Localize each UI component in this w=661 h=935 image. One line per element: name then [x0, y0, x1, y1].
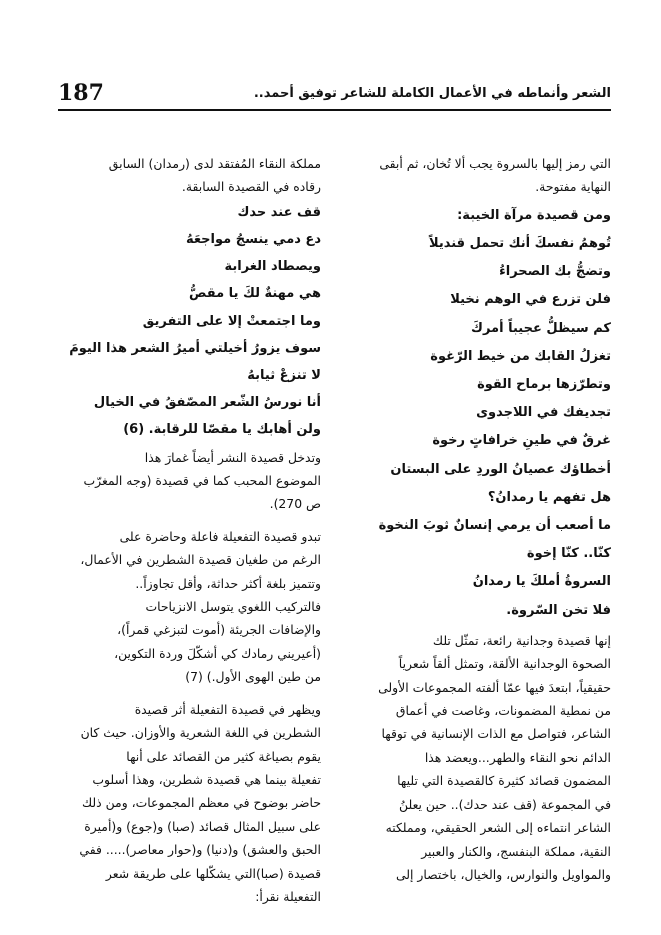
running-title: الشعر وأنماطه في الأعمال الكاملة للشاعر توفيق أحمد..	[253, 86, 611, 101]
verse-line: هي مهنةٌ لكَ يا مقصُّ	[189, 286, 321, 302]
text-line: فالتركيب اللغوي يتوسل الانزياحات	[145, 599, 321, 615]
page-number: 187	[58, 80, 104, 106]
text-line: الصحوة الوجدانية الألقة، وتمثل ألقاً شعرياً	[398, 656, 611, 672]
right-column	[348, 152, 611, 886]
verse-line: وما اجتمعتْ إلا على التفريق	[142, 313, 321, 329]
verse-line: كنّا.. كنّا إخوة	[526, 546, 611, 562]
paragraph-gap	[58, 516, 321, 525]
text-line: (أعيريني رمادك كي أشكّلَ وردة التكوين،	[114, 645, 321, 661]
verse-line: غرقٌ في طينِ خرافاتٍ رخوة	[432, 433, 611, 449]
verse-line: كم سيظلُّ عجيباً أمركَ	[471, 320, 611, 336]
left-paragraph-1	[58, 446, 321, 516]
verse-line: تجديفك في اللاجدوى	[476, 405, 611, 421]
text-line: المضمون قصائد كثيرة كالقصيدة التي تليها	[397, 773, 611, 789]
verse-line: هل تفهم يا رمدانُ؟	[487, 489, 611, 505]
verse-line: ويصطاد الغرابة	[224, 259, 321, 275]
text-line: في المجموعة (قف عند حدك).. حين يعلنُ	[399, 796, 611, 812]
text-line: الموضوع المحبب كما في قصيدة (وجه المغرّب	[83, 473, 321, 489]
verse-line: وتطرّزها برماح القوة	[477, 377, 611, 393]
text-line: رقاده في القصيدة السابقة.	[181, 179, 321, 195]
left-paragraph-3	[58, 698, 321, 909]
paragraph-gap	[58, 689, 321, 698]
left-paragraph-2	[58, 525, 321, 689]
text-line: تفعيلة بينما هي قصيدة شطرين، وهذا أسلوب	[92, 771, 321, 787]
verse-line: سوف يزورُ أخيلتي أميرُ الشعر هذا اليومَ	[69, 340, 321, 356]
text-line: الرغم من طغيان قصيدة الشطرين في الأعمال،	[80, 552, 321, 568]
left-column	[58, 152, 321, 908]
verse-line: فلا تخن السّروة.	[506, 602, 611, 618]
text-line: الشاعر انتماءه إلى الشعر الحقيقي، ومملكته	[385, 820, 611, 836]
poem-mirror-of-disappointment	[348, 202, 611, 625]
text-line: يقوم بصياغة كثير من القصائد على أنها	[126, 748, 321, 764]
text-line: الشاعر، فتواصل مع الذات الإنسانية في توقها	[381, 726, 611, 742]
text-line: والمواويل والنوارس، والخيال، باختصار إلى	[395, 866, 611, 882]
right-intro	[348, 152, 611, 199]
text-line: على سبيل المثال قصائد (صبا) و(جوع) و(أميرة	[84, 818, 321, 834]
text-line: الحبق والعشق) و(دنيا) و(حوار معاصر)..... ففي	[79, 842, 321, 858]
text-line: والإضافات الجريئة (أموت لتبزغي قمراً)،	[117, 622, 321, 638]
page-body	[58, 152, 611, 912]
verse-line: لا تنزعْ ثيابهُ	[247, 368, 321, 384]
text-line: التفعيلة نقرأ:	[255, 888, 321, 904]
text-line: الشطرين في اللغة الشعرية والأوزان. حيث كان	[80, 725, 321, 741]
text-line: التي رمز إليها بالسروة يجب ألا تُخان، ثم أبقى	[379, 156, 611, 171]
text-line: مملكة النقاء المُفتقد لدى (رمدان) السابق	[108, 156, 321, 171]
text-line: حقيقياً، ابتعدَ فيها عمّا ألفته المجموعات الأولى	[378, 679, 611, 695]
text-line: النهاية مفتوحة.	[535, 179, 611, 195]
verse-line: ما أصعب أن يرمي إنسانٌ ثوبَ النخوة	[378, 518, 611, 534]
text-line: النقية، مملكة البنفسج، والكنار والعبير	[421, 843, 611, 859]
text-line: ويظهر في قصيدة التفعيلة أثر قصيدة	[134, 701, 321, 717]
page-header	[58, 78, 611, 112]
text-line: ص 270).	[269, 496, 321, 512]
text-line: حاضر بوضوح في معظم المجموعات، ومن ذلك	[81, 795, 321, 811]
text-line: من نمطية المضمونات، وغاصت في أعماق	[395, 703, 611, 719]
verse-line: أنا نورسُ الشّعر المصّفقُ في الخيال	[93, 395, 321, 411]
verse-line: أخطاؤك عصيانُ الوردِ على البستان	[390, 461, 611, 477]
verse-line: قف عند حدك	[237, 204, 321, 220]
verse-line: وتضجُّ بك الصحراءُ	[499, 264, 611, 280]
poem-stop-at-your-limit	[58, 199, 321, 444]
left-intro	[58, 152, 321, 199]
verse-line: السروةُ أملكَ يا رمدانُ	[472, 574, 611, 590]
verse-line: تُوهمُ نفسكَ أنك تحمل قنديلاً	[428, 236, 611, 252]
header-rule	[58, 109, 611, 111]
text-line: إنها قصيدة وجدانية رائعة، تمثّل تلك	[432, 632, 611, 648]
text-line: تبدو قصيدة التفعيلة فاعلة وحاضرة على	[119, 528, 321, 544]
poem-title-line: ومن قصيدة مرآة الخيبة:	[457, 207, 611, 223]
text-line: من طين الهوى الأول.) (7)	[185, 669, 321, 685]
text-line: وتتميز بلغة أكثر حداثة، وأقل تجاوزاً..	[135, 575, 321, 591]
text-line: الدائم نحو النقاء والطهر...ويعضد هذا	[424, 749, 611, 765]
verse-line: تغزلُ القابك من خيط الرّغوة	[430, 348, 611, 364]
verse-line: ولن أهابك يا مقصّا للرقابة. (6)	[123, 422, 321, 438]
verse-line: دع دمي ينسجُ مواجعَهُ	[185, 232, 321, 248]
right-paragraph	[348, 629, 611, 886]
text-line: وتدخل قصيدة النشر أيضاً غمارَ هذا	[144, 449, 321, 465]
text-line: قصيدة (صبا)التي يشكّلها على طريقة شعر	[105, 865, 321, 881]
verse-line: فلن تزرع في الوهم نخيلا	[450, 292, 611, 308]
